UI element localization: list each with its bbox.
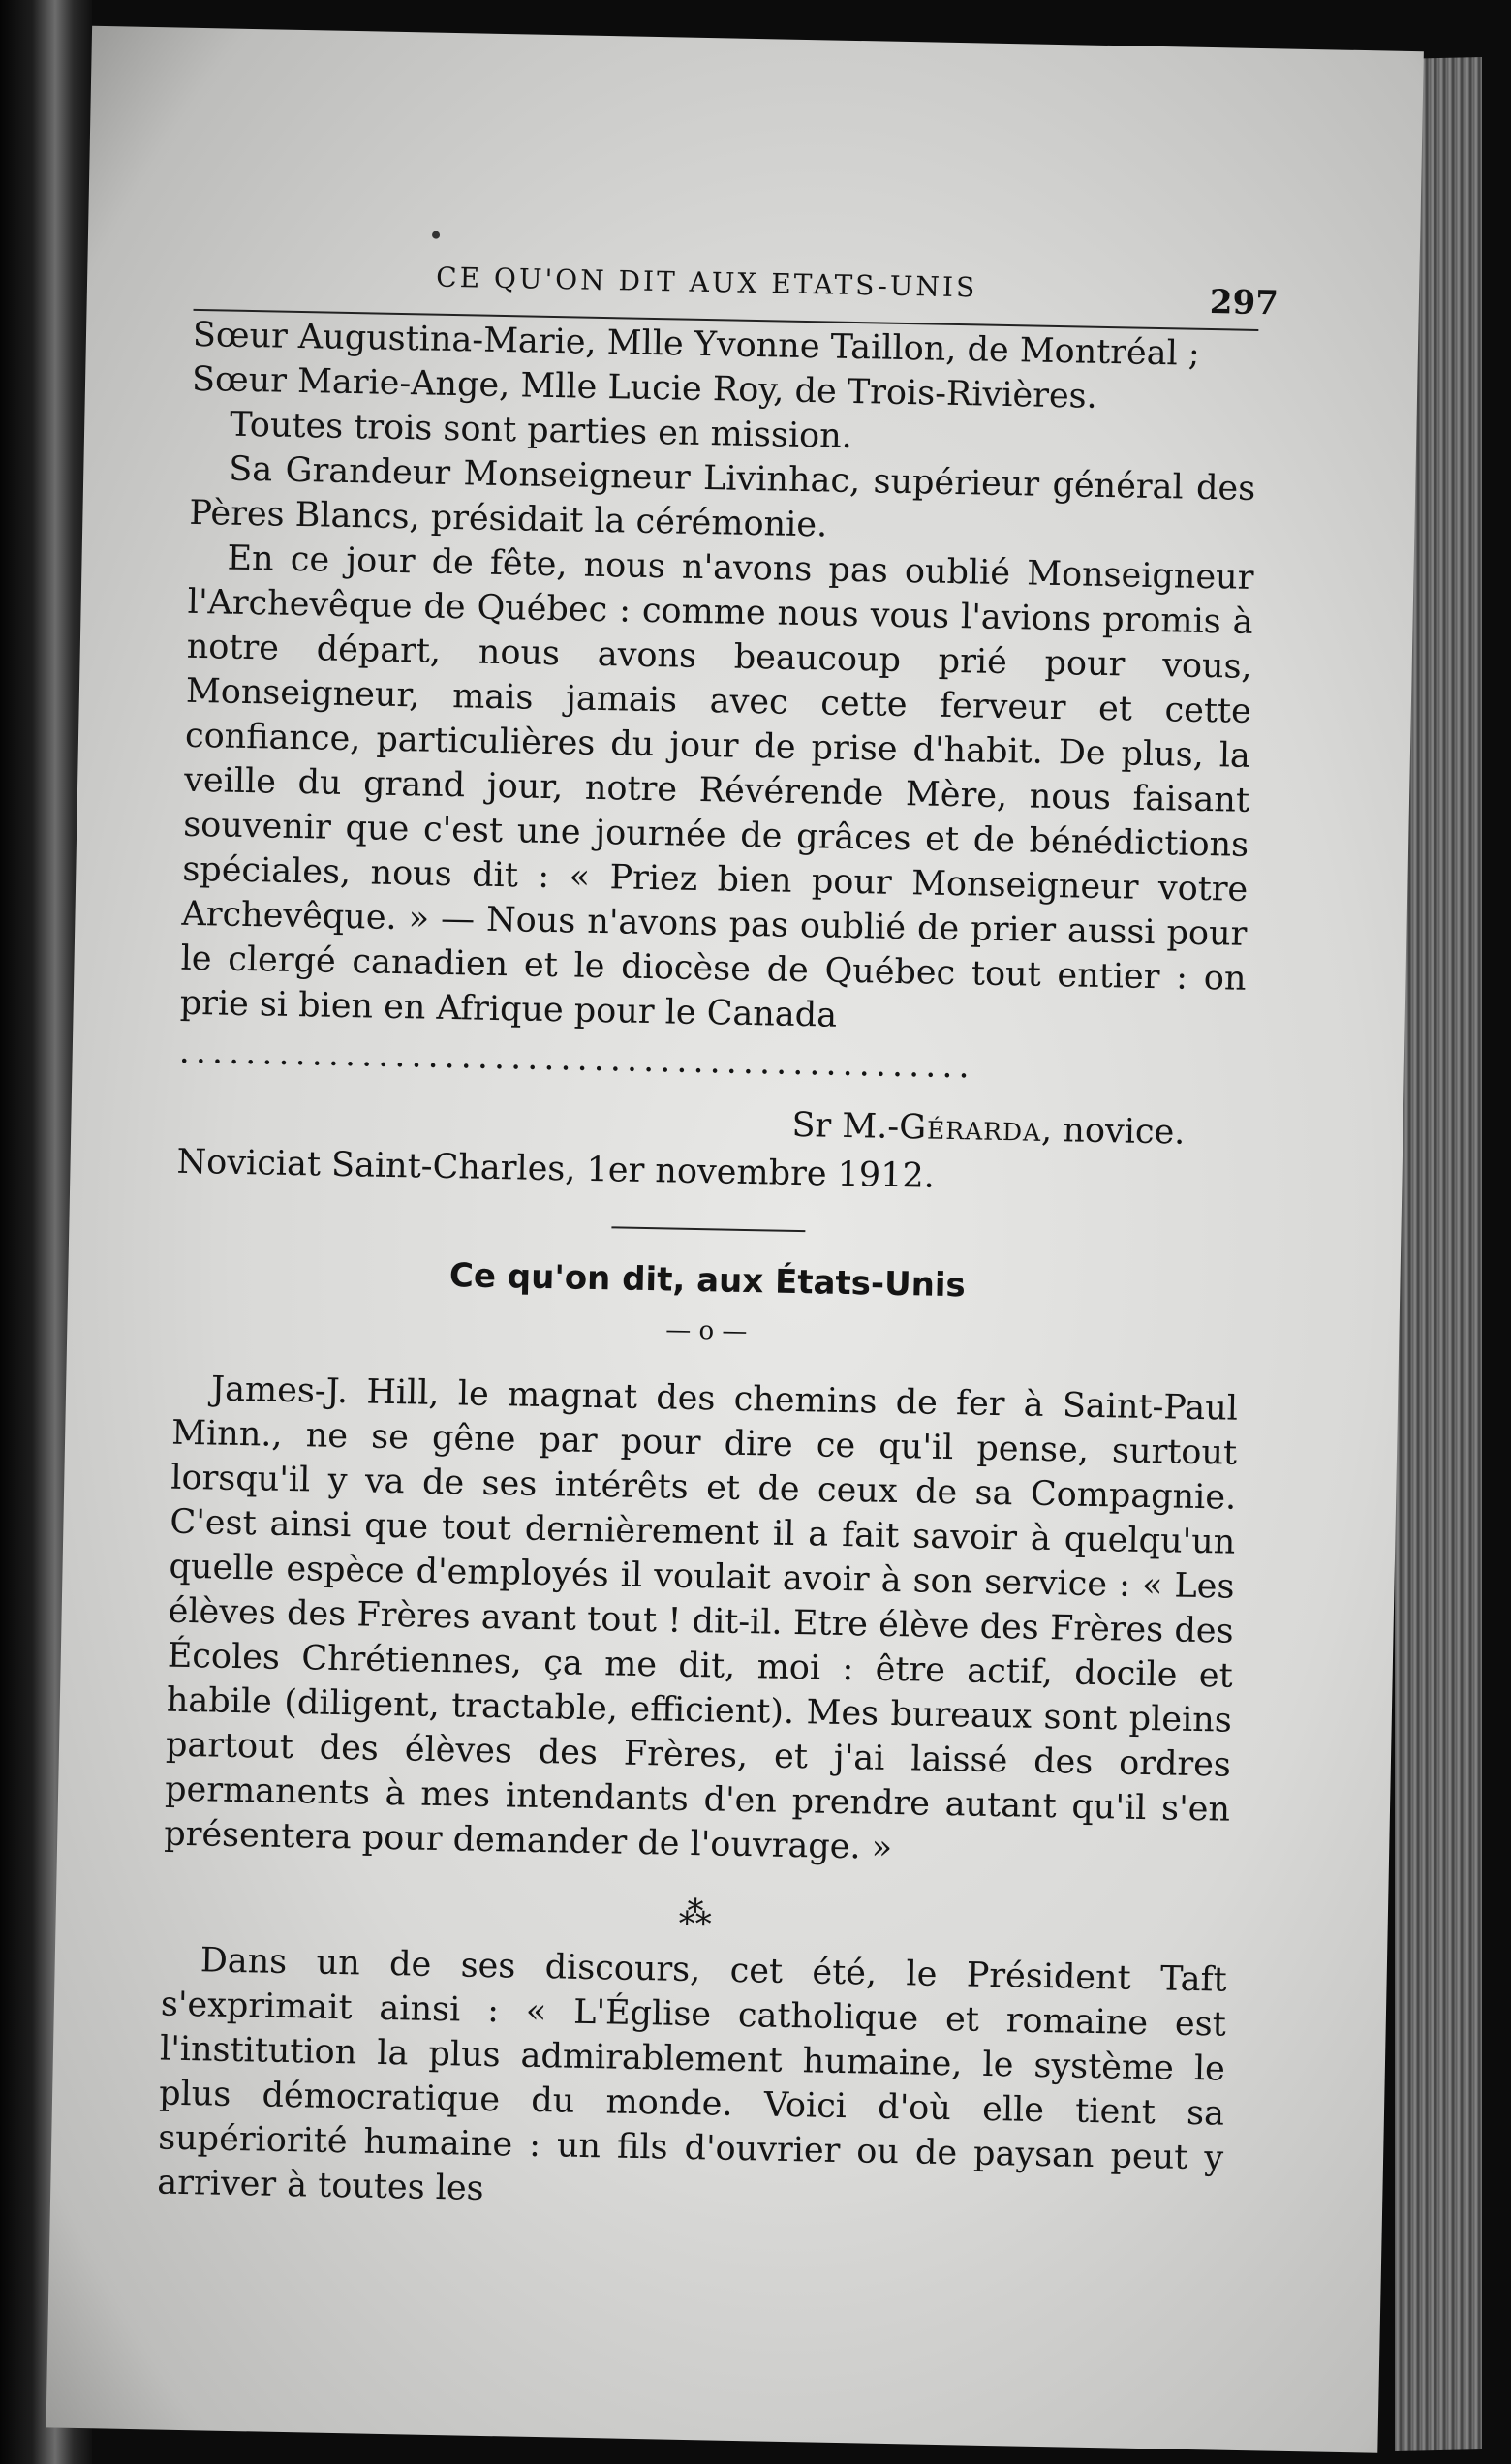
taft-paragraph: Dans un de ses discours, cet été, le Président Taft s'exprimait ainsi : « L'Église catholique et romaine est l'institution la plus admirablement humaine, le système le plus démocratique du monde. Voici d'où elle tient sa supériorité humaine : un fils d'ouvrier ou de paysan peut y arriver à toutes les bbox=[157, 1941, 1227, 2208]
signature-suffix: , novice. bbox=[1040, 1110, 1186, 1153]
signature-name: Gérarda bbox=[898, 1108, 1042, 1150]
hill-paragraph: James-J. Hill, le magnat des chemins de fer à Saint-Paul Minn., ne se gêne par pour dire ce qu'il pense, surtout lorsqu'il y va de ses intérêts et de ceux de sa Compagnie. C'est ainsi que tout dernièrement il a fait savoir à quelqu'un quelle espèce d'employés il voulait avoir à son service : « Les élèves des Frères avant tout ! dit-il. Etre élève des Frères des Écoles Chrétiennes, ça me dit, moi : être actif, docile et habile (diligent, tractable, efficient). Mes bureaux sont pleins partout des élèves des Frères, et j'ai laissé des ordres permanents à mes intendants d'en prendre autant qu'il s'en présentera pour demander de l'ouvrage. » bbox=[163, 1370, 1239, 1868]
missions-line: Toutes trois sont parties en mission. bbox=[229, 405, 853, 456]
dateline: Noviciat Saint-Charles, 1er novembre 1912. bbox=[176, 1142, 936, 1196]
page-number: 297 bbox=[1209, 283, 1280, 323]
signature-prefix: Sr M.- bbox=[791, 1105, 900, 1147]
list-line-2: Sœur Marie-Ange, Mlle Lucie Roy, de Trois-Rivières. bbox=[191, 359, 1098, 416]
page-content bbox=[157, 251, 1280, 2226]
section-title: Ce qu'on dit, aux États-Unis bbox=[448, 1256, 967, 1306]
book-page bbox=[46, 26, 1424, 2453]
feast-day-paragraph: En ce jour de fête, nous n'avons pas oublié Monseigneur l'Archevêque de Québec : comme nous vous l'avions promis à notre départ, nous avons beaucoup prié pour vous, Monseigneur, mais jamais avec cette ferveur et cette confiance, particulières du jour de prise d'habit. De plus, la veille du grand jour, notre Révérende Mère, nous faisant souvenir que c'est une journée de grâces et de bénédictions spéciales, nous dit : « Priez bien pour Monseigneur votre Archevêque. » — Nous n'avons pas oublié de prier aussi pour le clergé canadien et le diocèse de Québec tout entier : on prie si bien en Afrique pour le Canada bbox=[179, 539, 1254, 1035]
running-head: CE QU'ON DIT AUX ETATS-UNIS bbox=[435, 261, 978, 304]
dot-leaders: ................................................ bbox=[178, 1032, 976, 1087]
section-divider: — o — bbox=[665, 1315, 748, 1347]
scan-speck bbox=[432, 231, 440, 239]
ceremony-paragraph: Sa Grandeur Monseigneur Livinhac, supérieur général des Pères Blancs, présidait la cérémonie. bbox=[189, 449, 1256, 545]
list-line-1: Sœur Augustina-Marie, Mlle Yvonne Taillon, de Montréal ; bbox=[192, 315, 1201, 374]
asterism: ⁂ bbox=[678, 1894, 713, 1934]
